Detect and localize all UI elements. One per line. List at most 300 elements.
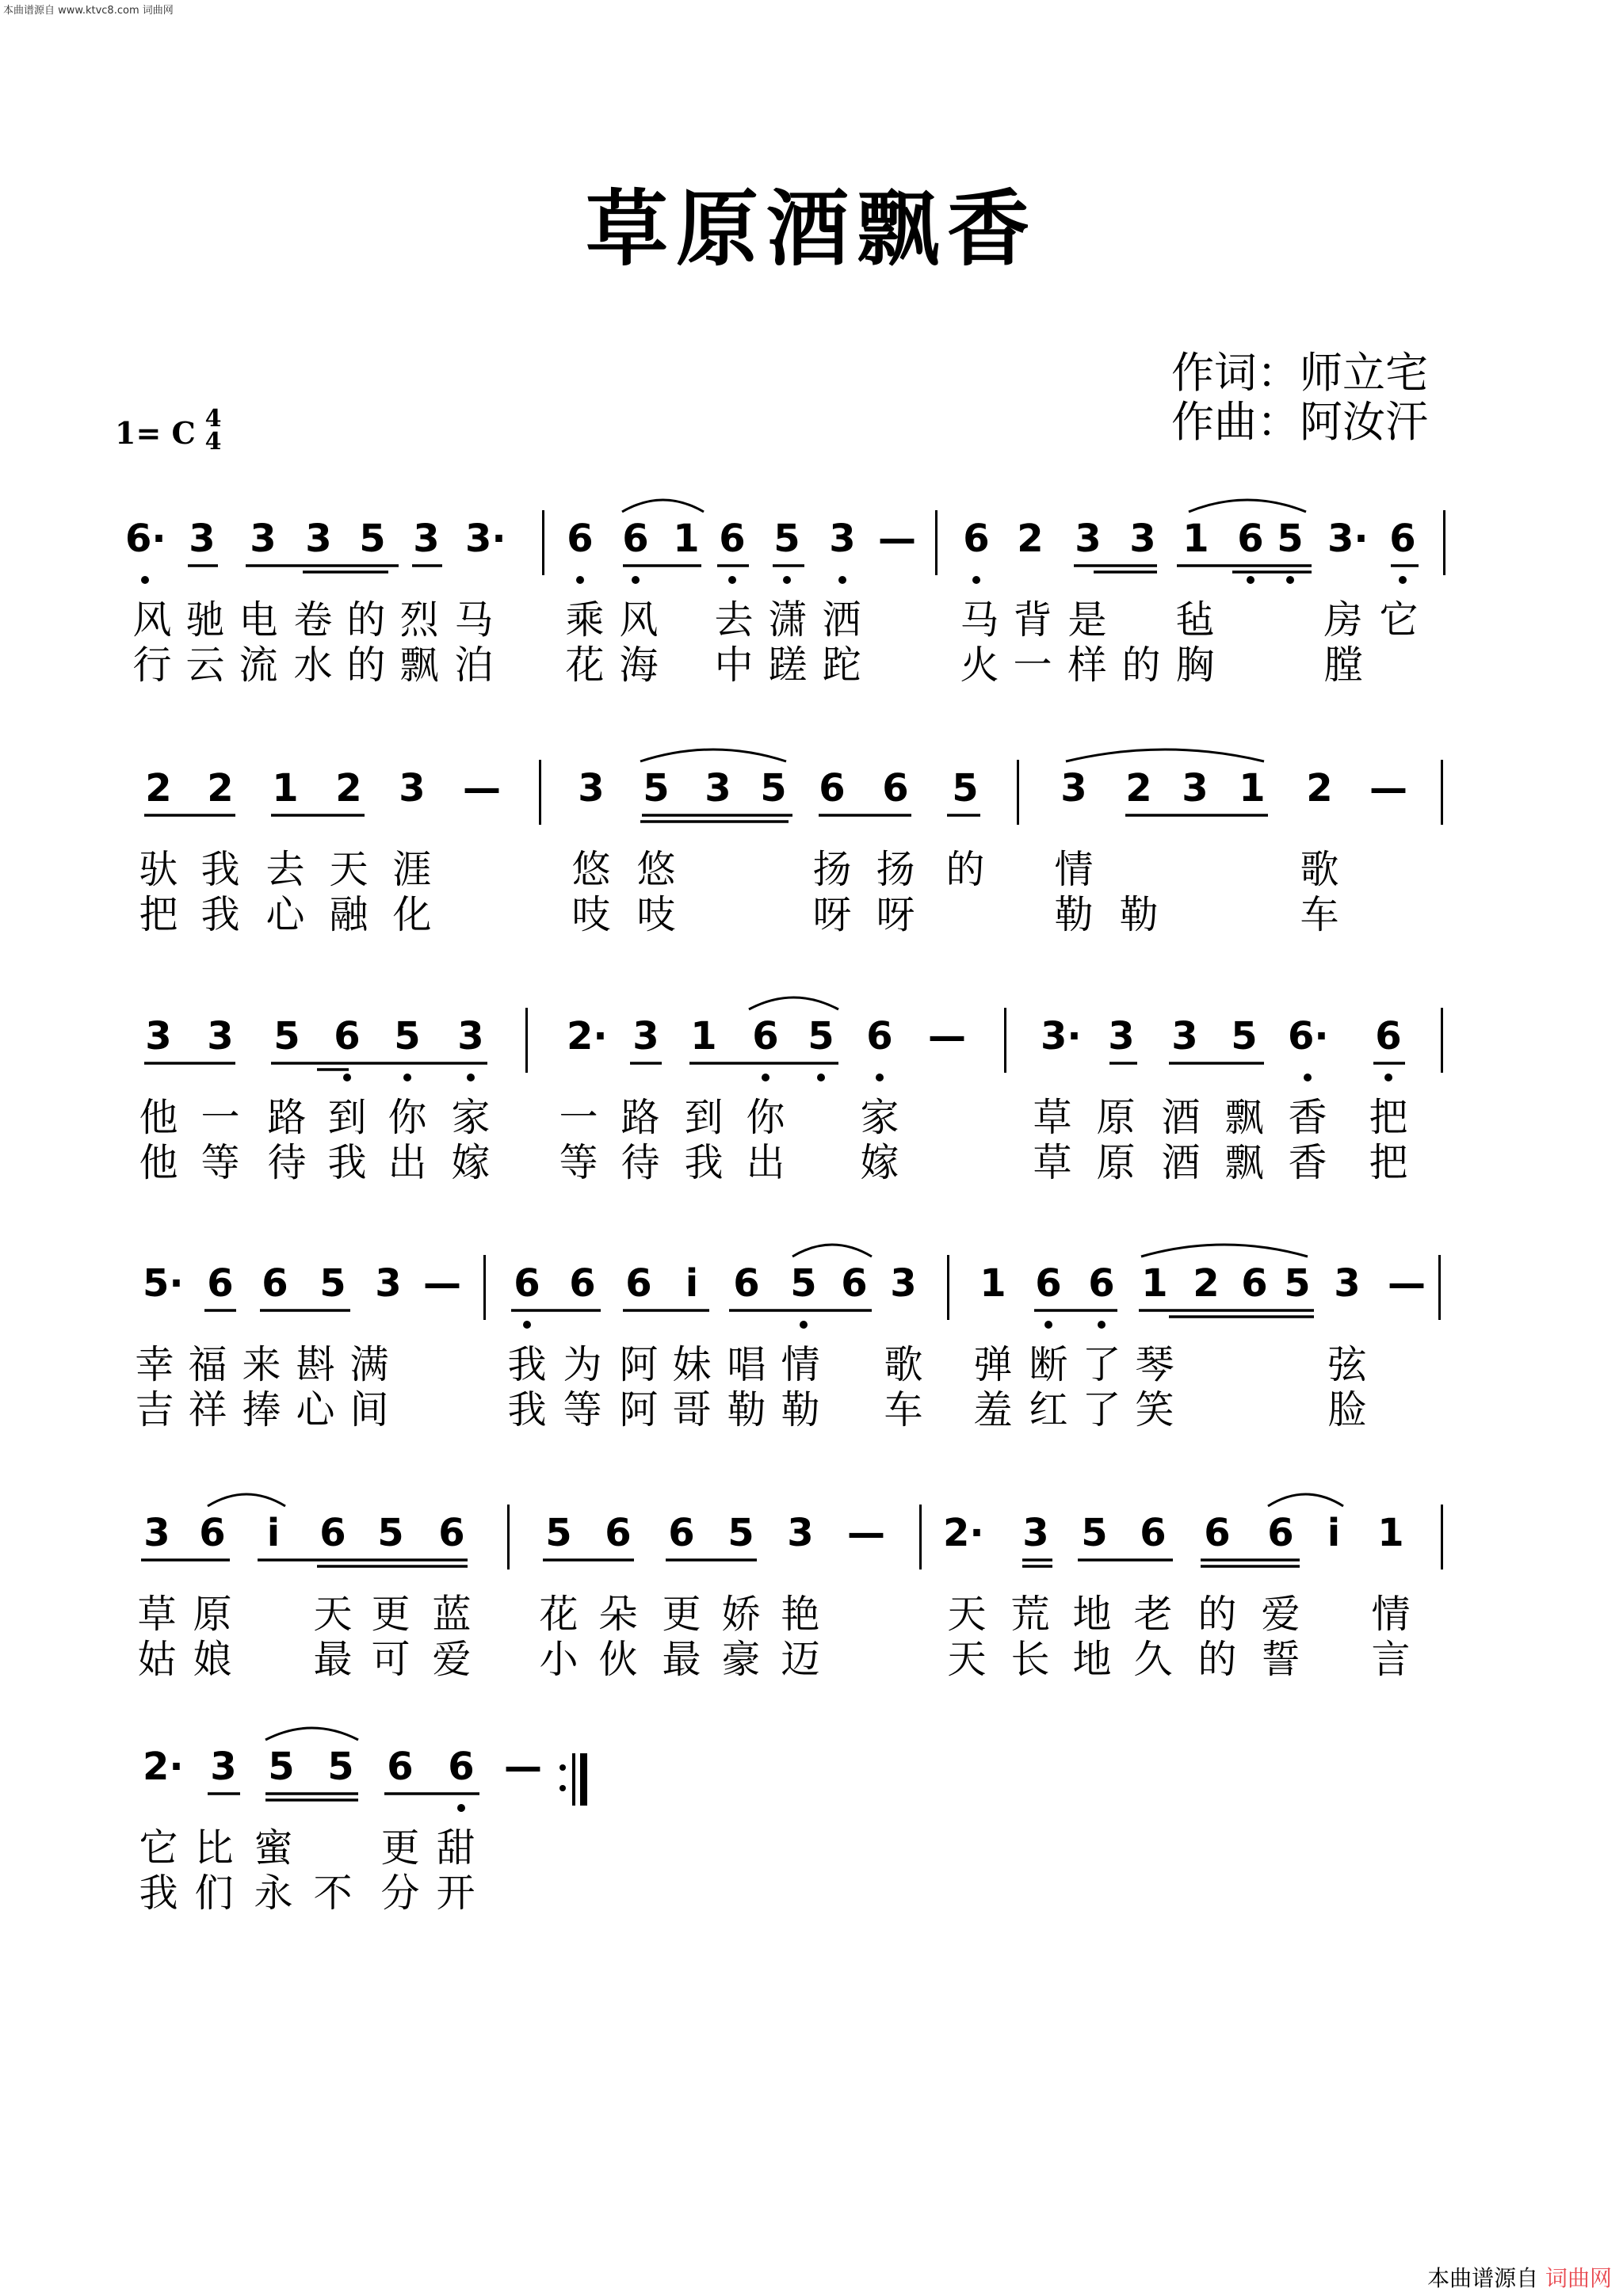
low-octave-dot	[762, 1074, 769, 1081]
lyric-char: 洒	[822, 597, 861, 643]
note: 3	[1334, 1261, 1361, 1306]
lyric-char: 我	[200, 847, 240, 892]
lyric-char: 红	[1029, 1387, 1068, 1432]
lyric-char: 扬	[876, 847, 915, 892]
lyric-char: 更	[380, 1825, 420, 1871]
note: 3·	[1327, 517, 1369, 561]
lyric-char: 路	[267, 1095, 307, 1140]
low-octave-dot	[1044, 1321, 1052, 1329]
note: 5	[952, 766, 979, 810]
note: 3·	[1041, 1014, 1082, 1058]
low-octave-dot	[972, 576, 980, 584]
lyric-char: 的	[1197, 1592, 1237, 1637]
lyric-char: 呀	[812, 892, 852, 937]
lyric-char: 把	[1369, 1140, 1408, 1185]
header-source-text: 本曲谱源自 www.ktvc8.com 词曲网	[3, 5, 174, 17]
lyric-char: 一	[559, 1095, 598, 1140]
lyric-char: 香	[1288, 1095, 1327, 1140]
lyric-char: 它	[1379, 597, 1419, 643]
lyric-char: 蓝	[432, 1592, 472, 1637]
note: 6	[448, 1745, 475, 1789]
lyric-char: 羞	[973, 1387, 1013, 1432]
note: 3	[250, 517, 277, 561]
note: 6	[605, 1511, 632, 1555]
lyric-char: 可	[371, 1637, 411, 1682]
lyric-char: 脸	[1327, 1387, 1367, 1432]
lyric-char: 的	[945, 847, 985, 892]
lyric-char: 我	[327, 1140, 367, 1185]
note: 6·	[125, 517, 166, 561]
lyric-char: 融	[329, 892, 369, 937]
note: 6	[625, 1261, 652, 1306]
lyric-char: 笑	[1135, 1387, 1174, 1432]
note: 3	[1108, 1014, 1135, 1058]
note: 3	[145, 1014, 172, 1058]
lyric-char: 天	[947, 1637, 987, 1682]
footer-source-b: 词曲网	[1545, 2265, 1612, 2291]
lyric-char: 原	[1096, 1140, 1136, 1185]
note: 3	[210, 1745, 237, 1789]
lyric-char: 飘	[399, 643, 439, 688]
note: 6	[866, 1014, 893, 1058]
note: 6	[319, 1511, 346, 1555]
lyric-char: 潇	[768, 597, 808, 643]
lyric-char: 驮	[139, 847, 178, 892]
lyric-char: 到	[684, 1095, 724, 1140]
lyric-char: 阿	[619, 1387, 659, 1432]
lyric-char: 把	[1369, 1095, 1408, 1140]
lyric-char: 他	[139, 1095, 178, 1140]
lyric-char: 行	[132, 643, 172, 688]
lyric-char: 一	[1013, 643, 1052, 688]
note: 1	[980, 1261, 1006, 1306]
lyric-char: 我	[507, 1387, 547, 1432]
lyric-char: 等	[200, 1140, 240, 1185]
note: 3	[632, 1014, 659, 1058]
lyric-char: 风	[619, 597, 659, 643]
note: 3	[189, 517, 216, 561]
note: —	[504, 1745, 542, 1789]
lyric-char: 唱	[727, 1342, 766, 1387]
lyric-char: 涯	[392, 847, 432, 892]
lyric-char: 房	[1323, 597, 1363, 643]
lyric-char: 我	[200, 892, 240, 937]
note: 6	[1204, 1511, 1231, 1555]
lyric-char: 的	[346, 643, 386, 688]
lyric-char: 中	[714, 643, 754, 688]
note: 5	[268, 1745, 295, 1789]
note: 6	[1375, 1014, 1402, 1058]
note: 1	[1182, 517, 1209, 561]
note: 6·	[1288, 1014, 1329, 1058]
lyric-char: 迈	[781, 1637, 820, 1682]
lyric-char: 最	[662, 1637, 701, 1682]
lyric-char: 琴	[1135, 1342, 1174, 1387]
lyric-char: 跎	[822, 643, 861, 688]
note: 1	[1141, 1261, 1168, 1306]
note: 5	[1231, 1014, 1258, 1058]
slur	[265, 1728, 358, 1740]
lyric-char: 去	[714, 597, 754, 643]
slur	[792, 1245, 872, 1257]
note: —	[423, 1261, 461, 1306]
note: 2	[1125, 766, 1152, 810]
lyric-char: 花	[539, 1592, 579, 1637]
lyric-char: 心	[265, 892, 305, 937]
note: 2·	[943, 1511, 984, 1555]
slur	[622, 500, 704, 512]
lyric-char: 们	[194, 1871, 234, 1916]
lyric-char: 了	[1082, 1387, 1121, 1432]
note: 2·	[143, 1745, 184, 1789]
lyric-char: 海	[619, 643, 659, 688]
lyric-char: 誓	[1261, 1637, 1300, 1682]
lyric-char: 烈	[399, 597, 439, 643]
note: 6	[387, 1745, 414, 1789]
low-octave-dot	[576, 576, 584, 584]
note: 2	[1193, 1261, 1220, 1306]
lyric-char: 吱	[636, 892, 676, 937]
note: 6	[733, 1261, 760, 1306]
lyric-char: 化	[392, 892, 432, 937]
note: 6	[262, 1261, 288, 1306]
note: 5	[1081, 1511, 1108, 1555]
note: 5	[643, 766, 670, 810]
lyric-char: 家	[860, 1095, 899, 1140]
lyric-char: 悠	[636, 847, 676, 892]
note: 2	[1306, 766, 1333, 810]
lyric-char: 老	[1133, 1592, 1173, 1637]
lyric-char: 草	[1033, 1140, 1072, 1185]
note: 3	[1129, 517, 1156, 561]
lyric-char: 它	[139, 1825, 178, 1871]
lyric-char: 弦	[1327, 1342, 1367, 1387]
low-octave-dot	[632, 576, 640, 584]
note: 6	[1389, 517, 1416, 561]
lyric-char: 你	[746, 1095, 785, 1140]
lyric-char: 马	[960, 597, 999, 643]
note: 1	[690, 1014, 717, 1058]
note: 5	[1277, 517, 1304, 561]
slur	[640, 749, 786, 761]
lyric-char: 他	[139, 1140, 178, 1185]
note: 5	[790, 1261, 817, 1306]
slur	[1066, 749, 1264, 761]
lyric-char: 歌	[884, 1342, 923, 1387]
note: 6	[1088, 1261, 1115, 1306]
lyric-char: 爱	[1261, 1592, 1300, 1637]
note: i	[266, 1511, 281, 1555]
lyric-char: 云	[185, 643, 225, 688]
lyric-char: 马	[454, 597, 494, 643]
lyric-char: 蜜	[254, 1825, 293, 1871]
lyric-char: 飘	[1224, 1095, 1264, 1140]
note: 3	[1182, 766, 1209, 810]
lyric-char: 地	[1072, 1637, 1112, 1682]
lyric-char: 妹	[672, 1342, 712, 1387]
low-octave-dot	[1098, 1321, 1106, 1329]
lyric-char: 更	[662, 1592, 701, 1637]
lyric-char: 福	[188, 1342, 227, 1387]
note: 3·	[465, 517, 506, 561]
note: 6	[199, 1511, 226, 1555]
lyric-char: 姑	[137, 1637, 177, 1682]
note: 6	[719, 517, 746, 561]
note: 3	[399, 766, 426, 810]
key-signature: 1= C	[115, 415, 196, 451]
low-octave-dot	[141, 576, 149, 584]
slur	[749, 997, 838, 1009]
note: —	[928, 1014, 966, 1058]
note: 2	[145, 766, 172, 810]
note: 5	[1284, 1261, 1311, 1306]
note: 6	[207, 1261, 234, 1306]
lyric-char: 原	[1096, 1095, 1136, 1140]
note: 1	[673, 517, 700, 561]
note: 6	[334, 1014, 361, 1058]
lyric-char: 是	[1067, 597, 1107, 643]
lyric-char: 小	[539, 1637, 579, 1682]
lyric-char: 呀	[876, 892, 915, 937]
lyric-char: 嫁	[860, 1140, 899, 1185]
note: 5	[319, 1261, 346, 1306]
lyric-char: 流	[239, 643, 278, 688]
lyric-char: 斟	[296, 1342, 335, 1387]
note: 3	[1060, 766, 1087, 810]
lyric-char: 荒	[1010, 1592, 1050, 1637]
lyric-char: 伙	[598, 1637, 638, 1682]
lyric-char: 背	[1013, 597, 1052, 643]
note: 5	[760, 766, 787, 810]
slur	[1268, 1494, 1343, 1506]
lyric-char: 勒	[1119, 892, 1159, 937]
lyric-char: 祥	[188, 1387, 227, 1432]
lyric-char: 情	[1054, 847, 1094, 892]
low-octave-dot	[1304, 1074, 1312, 1081]
note: 2·	[567, 1014, 608, 1058]
lyric-char: 比	[194, 1825, 234, 1871]
note: 6	[567, 517, 594, 561]
lyric-char: 胸	[1175, 643, 1215, 688]
lyric-char: 家	[451, 1095, 491, 1140]
lyric-char: 吉	[135, 1387, 174, 1432]
note: 5	[545, 1511, 572, 1555]
low-octave-dot	[1286, 576, 1294, 584]
lyric-char: 阿	[619, 1342, 659, 1387]
lyric-char: 豪	[721, 1637, 761, 1682]
lyric-char: 我	[684, 1140, 724, 1185]
note: 1	[272, 766, 299, 810]
lyric-char: 我	[507, 1342, 547, 1387]
lyric-char: 等	[563, 1387, 602, 1432]
lyric-char: 的	[1197, 1637, 1237, 1682]
lyric-char: 待	[267, 1140, 307, 1185]
lyric-char: 断	[1029, 1342, 1068, 1387]
lyric-char: 心	[296, 1387, 335, 1432]
low-octave-dot	[343, 1074, 351, 1081]
lyric-char: 驰	[185, 597, 225, 643]
low-octave-dot	[1384, 1074, 1392, 1081]
time-signature-bottom: 4	[204, 428, 222, 456]
lyric-char: 不	[313, 1871, 353, 1916]
lyric-char: 酒	[1161, 1140, 1201, 1185]
note: 3	[1171, 1014, 1198, 1058]
lyric-char: 把	[139, 892, 178, 937]
note: 2	[1017, 517, 1044, 561]
lyric-char: 间	[349, 1387, 389, 1432]
lyric-char: 永	[254, 1871, 293, 1916]
lyric-char: 天	[313, 1592, 353, 1637]
lyric-char: 幸	[135, 1342, 174, 1387]
note: 5	[273, 1014, 300, 1058]
lyric-char: 花	[565, 643, 605, 688]
lyric-char: 待	[621, 1140, 660, 1185]
lyric-char: 朵	[598, 1592, 638, 1637]
lyric-char: 草	[137, 1592, 177, 1637]
lyric-char: 爱	[432, 1637, 472, 1682]
lyric-char: 娇	[721, 1592, 761, 1637]
lyric-char: 我	[139, 1871, 178, 1916]
lyric-char: 来	[242, 1342, 281, 1387]
note: —	[463, 766, 501, 810]
low-octave-dot	[838, 576, 846, 584]
note: i	[685, 1261, 699, 1306]
note: —	[878, 517, 916, 561]
lyric-char: 样	[1067, 643, 1107, 688]
note: 6	[1035, 1261, 1062, 1306]
low-octave-dot	[467, 1074, 475, 1081]
lyric-char: 酒	[1161, 1095, 1201, 1140]
song-title: 草原酒飘香	[585, 180, 1037, 277]
note: 1	[1377, 1511, 1404, 1555]
lyric-char: 地	[1072, 1592, 1112, 1637]
note: 5	[359, 517, 386, 561]
lyric-char: 车	[1300, 892, 1339, 937]
note: 6	[819, 766, 846, 810]
lyric-char: 弹	[973, 1342, 1013, 1387]
note: 6	[963, 517, 990, 561]
note: 5	[327, 1745, 354, 1789]
note: 5	[727, 1511, 754, 1555]
lyric-char: 乘	[565, 597, 605, 643]
lyricist-credit: 作词：师立宅	[1171, 348, 1428, 398]
lyric-char: 情	[781, 1342, 820, 1387]
slur	[208, 1494, 285, 1506]
note: —	[1388, 1261, 1426, 1306]
lyric-char: 蹉	[768, 643, 808, 688]
lyric-char: 长	[1010, 1637, 1050, 1682]
low-octave-dot	[800, 1321, 808, 1329]
lyric-char: 情	[1371, 1592, 1411, 1637]
lyric-char: 飘	[1224, 1140, 1264, 1185]
lyric-char: 勒	[1054, 892, 1094, 937]
note: —	[1369, 766, 1407, 810]
lyric-char: 去	[265, 847, 305, 892]
lyric-char: 甜	[436, 1825, 475, 1871]
note: 3	[143, 1511, 170, 1555]
low-octave-dot	[1247, 576, 1254, 584]
lyric-char: 路	[621, 1095, 660, 1140]
lyric-char: 了	[1082, 1342, 1121, 1387]
lyric-char: 娘	[193, 1637, 232, 1682]
note: 3	[375, 1261, 402, 1306]
low-octave-dot	[403, 1074, 411, 1081]
note: 5	[394, 1014, 421, 1058]
low-octave-dot	[728, 576, 736, 584]
note: 3	[1075, 517, 1102, 561]
slur	[1141, 1245, 1308, 1257]
low-octave-dot	[523, 1321, 531, 1329]
lyric-char: 久	[1133, 1637, 1173, 1682]
note: 5	[773, 517, 800, 561]
lyric-char: 毡	[1175, 597, 1215, 643]
lyric-char: 吱	[571, 892, 611, 937]
lyric-char: 泊	[454, 643, 494, 688]
note: 5	[808, 1014, 834, 1058]
low-octave-dot	[1399, 576, 1407, 584]
note: 6	[752, 1014, 779, 1058]
note: 3	[705, 766, 731, 810]
lyric-char: 扬	[812, 847, 852, 892]
note: 2	[335, 766, 362, 810]
lyric-char: 风	[132, 597, 172, 643]
note: 3	[1022, 1511, 1049, 1555]
note: 3	[829, 517, 856, 561]
low-octave-dot	[876, 1074, 884, 1081]
note: 6	[569, 1261, 596, 1306]
lyric-char: 勒	[781, 1387, 820, 1432]
lyric-char: 出	[746, 1140, 785, 1185]
note: 3	[787, 1511, 814, 1555]
note: 6	[1241, 1261, 1268, 1306]
note: 3	[890, 1261, 917, 1306]
lyric-char: 水	[293, 643, 333, 688]
lyric-char: 膛	[1323, 643, 1363, 688]
footer-source-a: 本曲谱源自	[1427, 2265, 1539, 2291]
lyric-char: 悠	[571, 847, 611, 892]
note: 1	[1239, 766, 1266, 810]
lyric-char: 香	[1288, 1140, 1327, 1185]
note: 6	[841, 1261, 868, 1306]
lyric-char: 的	[1121, 643, 1161, 688]
lyric-char: 草	[1033, 1095, 1072, 1140]
note: 3	[413, 517, 440, 561]
note: 3	[457, 1014, 484, 1058]
slur	[1189, 500, 1306, 512]
lyric-char: 更	[371, 1592, 411, 1637]
lyric-char: 勒	[727, 1387, 766, 1432]
lyric-char: 电	[239, 597, 278, 643]
lyric-char: 车	[884, 1387, 923, 1432]
note: 6	[1267, 1511, 1294, 1555]
lyric-char: 最	[313, 1637, 353, 1682]
time-signature-top: 4	[204, 405, 222, 433]
lyric-char: 出	[388, 1140, 427, 1185]
note: 2	[207, 766, 234, 810]
note: 3	[305, 517, 332, 561]
lyric-char: 天	[329, 847, 369, 892]
lyric-char: 原	[193, 1592, 232, 1637]
lyric-char: 捧	[242, 1387, 281, 1432]
lyric-char: 言	[1371, 1637, 1411, 1682]
note: 3	[207, 1014, 234, 1058]
lyric-char: 等	[559, 1140, 598, 1185]
low-octave-dot	[783, 576, 791, 584]
lyric-char: 火	[960, 643, 999, 688]
lyric-char: 开	[436, 1871, 475, 1916]
lyric-char: 到	[327, 1095, 367, 1140]
lyric-char: 的	[346, 597, 386, 643]
